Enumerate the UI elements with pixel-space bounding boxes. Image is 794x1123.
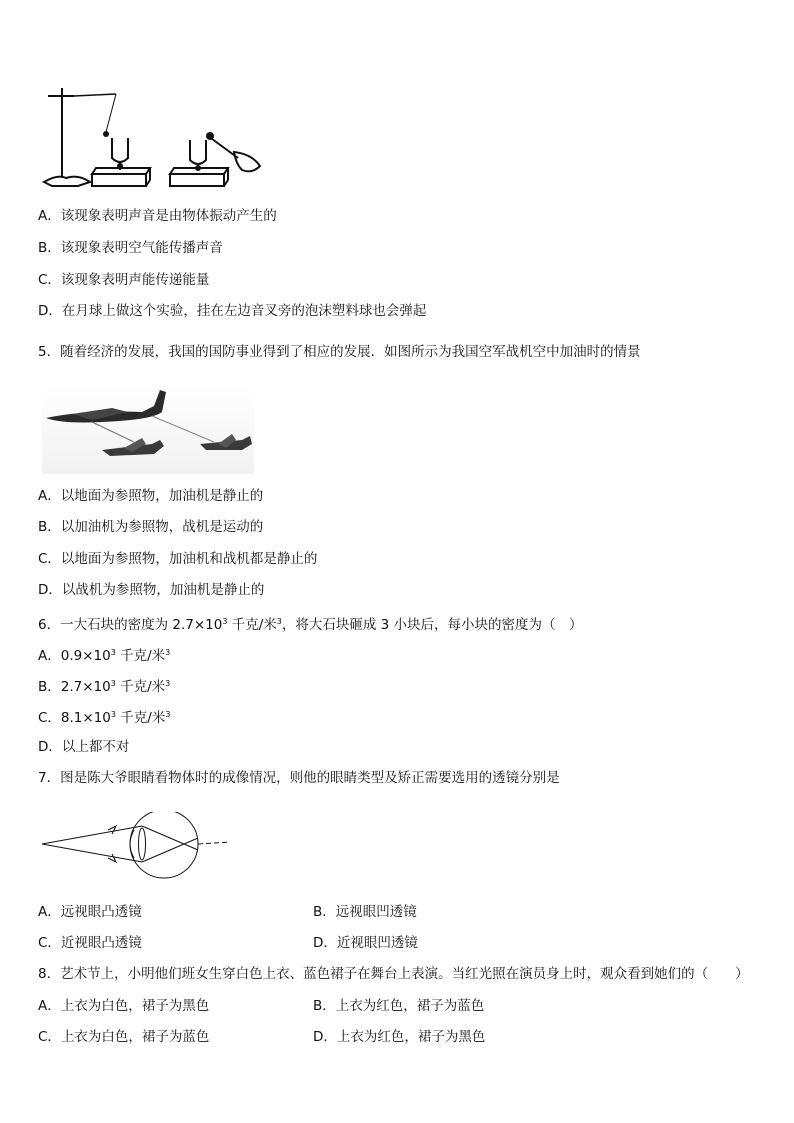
q7-option-d: D．近视眼凹透镜	[313, 935, 418, 951]
tuning-fork-figure	[38, 82, 270, 192]
q5-option-c: C．以地面为参照物，加油机和战机都是静止的	[38, 551, 318, 567]
q5-option-b: B．以加油机为参照物，战机是运动的	[38, 519, 264, 535]
q6-option-d: D．以上都不对	[38, 739, 130, 755]
q6-option-c-unit: 千克/米	[115, 710, 166, 726]
q6-option-c-exponent: 3	[110, 710, 116, 719]
q4-option-b: B．该现象表明空气能传播声音	[38, 240, 223, 256]
q6-option-b-value: B．2.7×10	[38, 679, 111, 695]
q6-option-a-unit: 千克/米	[115, 648, 166, 664]
q6-option-c	[38, 706, 170, 727]
q8-option-a: A．上衣为白色，裙子为黑色	[38, 998, 210, 1014]
q6-option-b-unit: 千克/米	[115, 679, 166, 695]
q5-option-a: A．以地面为参照物，加油机是静止的	[38, 488, 264, 504]
q6-option-a	[38, 644, 170, 665]
q5-stem: 5．随着经济的发展，我国的国防事业得到了相应的发展．如图所示为我国空军战机空中加油时的情景	[38, 344, 641, 360]
q8-option-d: D．上衣为红色，裙子为黑色	[313, 1029, 486, 1045]
q6-stem	[38, 613, 583, 634]
q8-option-b: B．上衣为红色，裙子为蓝色	[313, 998, 485, 1014]
q6-option-c-value: C．8.1×10	[38, 710, 111, 726]
q6-stem-part-c: ，将大石块砸成 3 小块后，每小块的密度为（ ）	[281, 617, 583, 633]
q4-option-a: A．该现象表明声音是由物体振动产生的	[38, 208, 277, 224]
q6-option-b	[38, 675, 170, 696]
q7-option-a: A．远视眼凸透镜	[38, 904, 142, 920]
q6-stem-part-a: 6．一大石块的密度为 2.7×10	[38, 617, 223, 633]
q4-option-d: D．在月球上做这个实验，挂在左边音叉旁的泡沫塑料球也会弹起	[38, 303, 427, 319]
q6-option-b-exponent: 3	[110, 679, 116, 688]
eye-diagram-figure	[38, 812, 234, 884]
q6-option-b-unit-exponent: 3	[165, 679, 171, 688]
q6-stem-exponent: 3	[222, 617, 228, 626]
q7-stem: 7．图是陈大爷眼睛看物体时的成像情况，则他的眼睛类型及矫正需要选用的透镜分别是	[38, 770, 560, 786]
q6-option-a-exponent: 3	[110, 648, 116, 657]
aerial-refueling-figure	[42, 384, 254, 474]
q6-option-a-value: A．0.9×10	[38, 648, 111, 664]
q8-stem: 8．艺术节上，小明他们班女生穿白色上衣、蓝色裙子在舞台上表演。当红光照在演员身上时，观众看到她们的（ ）	[38, 966, 749, 982]
q7-option-b: B．远视眼凹透镜	[313, 904, 417, 920]
q6-stem-unit-exponent: 3	[276, 617, 282, 626]
q4-option-c: C．该现象表明声能传递能量	[38, 272, 210, 288]
q8-option-c: C．上衣为白色，裙子为蓝色	[38, 1029, 210, 1045]
q5-option-d: D．以战机为参照物，加油机是静止的	[38, 582, 265, 598]
q7-option-c: C．近视眼凸透镜	[38, 935, 142, 951]
q6-option-a-unit-exponent: 3	[165, 648, 171, 657]
q6-stem-part-b: 千克/米	[227, 617, 277, 633]
q6-option-c-unit-exponent: 3	[165, 710, 171, 719]
